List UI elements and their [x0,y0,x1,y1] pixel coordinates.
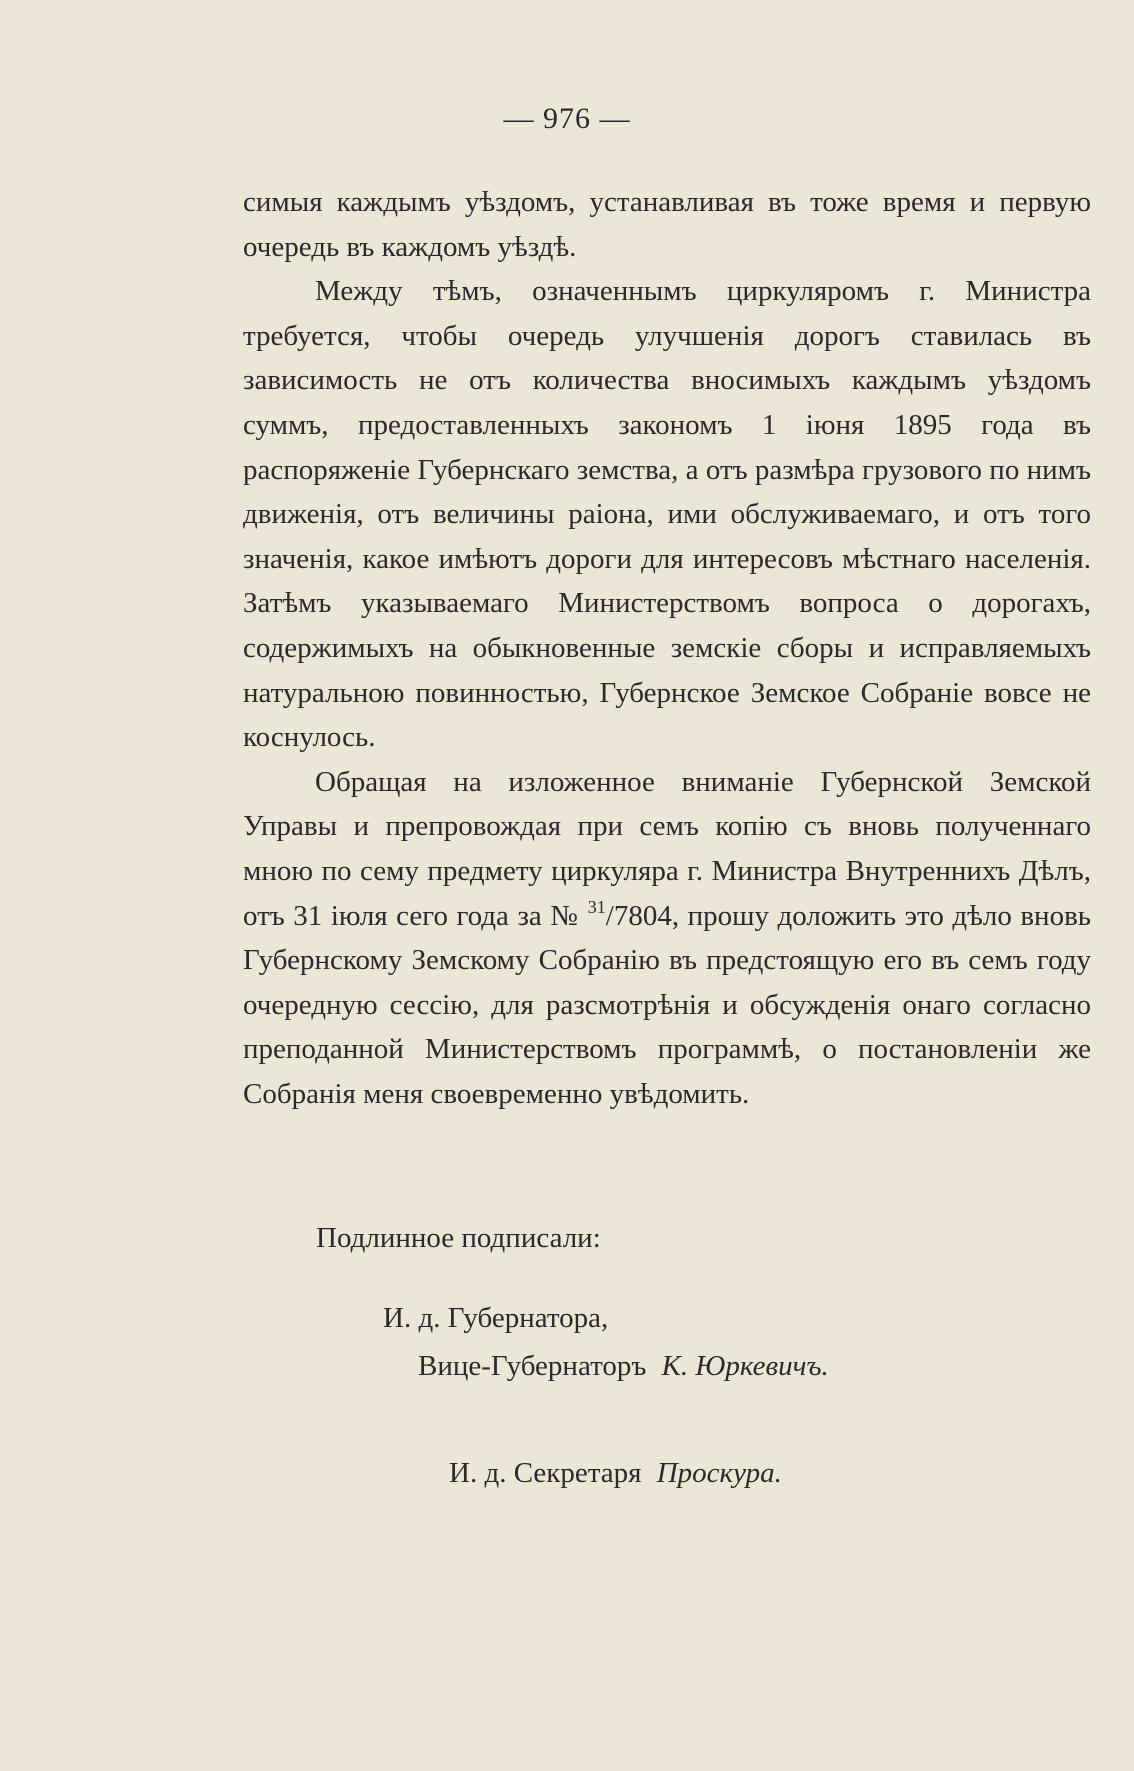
governor-title: И. д. Губернатора, [383,1302,609,1334]
secretary-signature: Проскура. [656,1457,782,1489]
paragraph-3 [243,760,1091,1117]
page-number: — 976 — [503,102,631,135]
body-text [243,180,1091,1116]
vice-governor-line [418,1350,829,1383]
fraction-denominator: /7804 [605,899,672,932]
secretary-line [449,1457,782,1490]
paragraph-3-text-before: Обращая на изложенное вниманіе Губернской Земской Управы и препровождая при семъ копію съ вновь полученнаго мною по сему предмету циркуляра г. Министра Внутреннихъ Дѣлъ, отъ 31 іюля сего года за № [243,765,1091,932]
fraction-superscript: 31 [587,896,606,917]
signatures-label: Подлинное подписали: [316,1222,601,1254]
paragraph-1: симыя каждымъ уѣздомъ, устанавливая въ тоже время и первую очередь въ каждомъ уѣздѣ. [243,186,1091,263]
vice-governor-signature: К. Юркевичъ. [661,1350,829,1382]
paragraph-2: Между тѣмъ, означеннымъ циркуляромъ г. Министра требуется, чтобы очередь улучшенія дорогъ ставилась въ зависимость не отъ количества вносимыхъ каждымъ уѣздомъ суммъ, предоставленныхъ закономъ 1 іюня 1895 года въ распоряженіе Губернскаго земства, а отъ размѣра грузового по нимъ движенія, отъ величины раіона, ими обслуживаемаго, и отъ того значенія, какое имѣютъ дороги для интересовъ мѣстнаго населенія. Затѣмъ указываемаго Министерствомъ вопроса о дорогахъ, содержимыхъ на обыкновенные земскіе сборы и исправляемыхъ натуральною повинностью, Губернское Земское Собраніе вовсе не коснулось. [243,275,1091,754]
vice-governor-title: Вице-Губернаторъ [418,1350,647,1382]
secretary-title: И. д. Секретаря [449,1457,642,1489]
paragraph-3-text-after: , прошу доложить это дѣло вновь Губернскому Земскому Собранію въ предстоящую его въ семъ году очередную сессію, для разсмотрѣнія и обсужденія онаго согласно преподанной Министерствомъ программѣ, о постановленіи же Собранія меня своевременно увѣдомить. [243,899,1091,1110]
